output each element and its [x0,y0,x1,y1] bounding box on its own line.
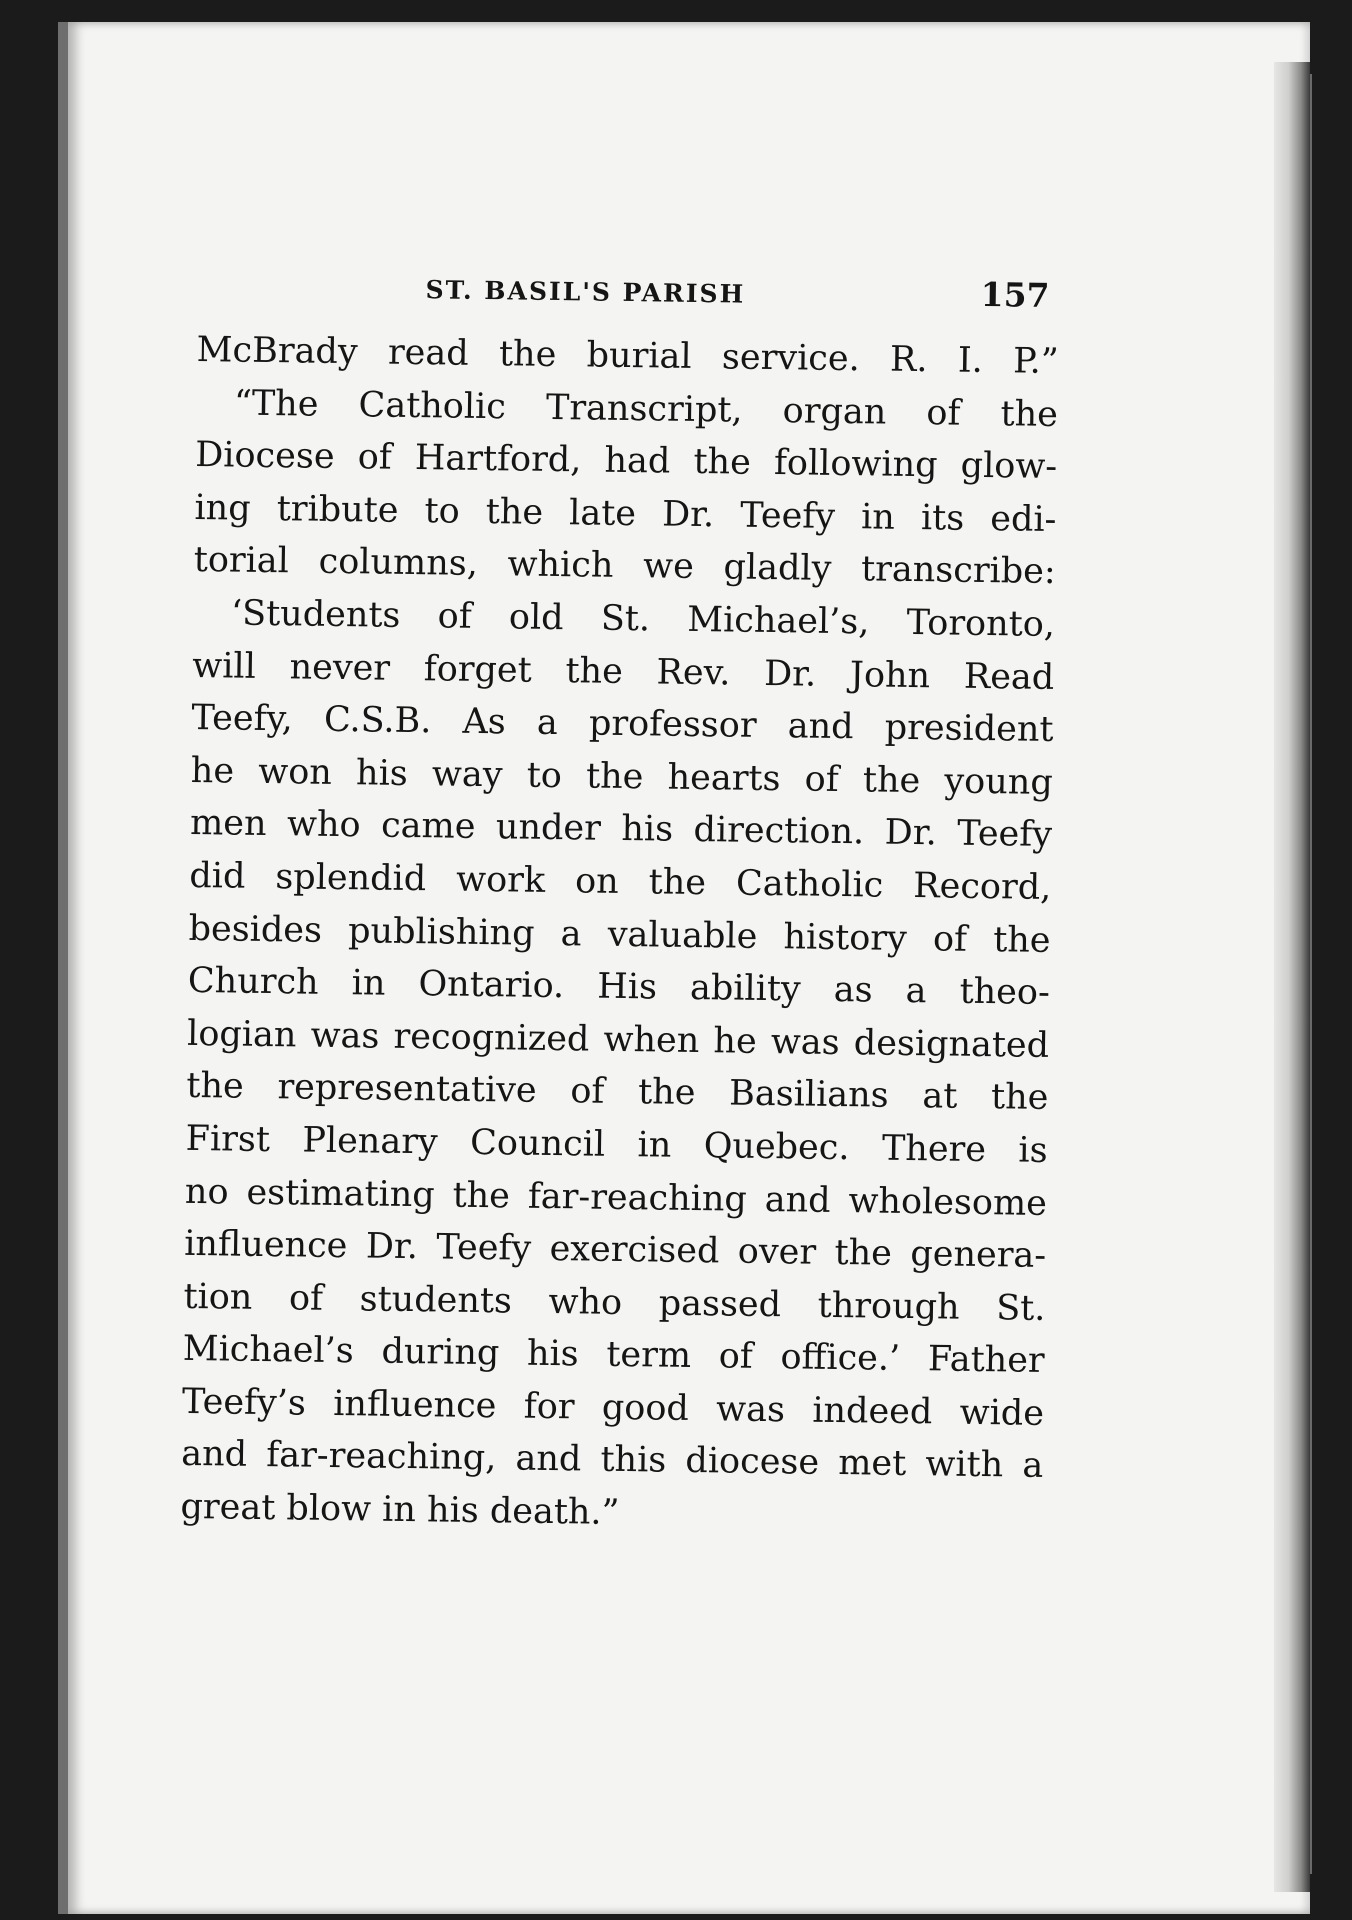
text-line: Teefy’s influence for good was indeed wide [181,1381,1045,1434]
text-line: First Plenary Council in Quebec. There is [185,1118,1048,1171]
text-line: Michael’s during his term of office.’ Father [182,1329,1045,1382]
text-line: Diocese of Hartford, had the following glow- [194,435,1058,488]
text-line: tion of students who passed through St. [183,1276,1046,1329]
text-line: Teefy, C.S.B. As a professor and president [191,698,1054,751]
text-line: the representative of the Basilians at the [186,1066,1049,1119]
page-stack-edge [1274,62,1310,1892]
book-page [58,22,1310,1914]
text-line: he won his way to the hearts of the young [190,750,1054,803]
text-line: will never forget the Rev. Dr. John Read [192,645,1055,698]
page-number: 157 [980,274,1050,315]
text-line: logian was recognized when he was designated [186,1013,1050,1066]
text-line: influence Dr. Teefy exercised over the genera- [183,1223,1047,1277]
text-line: did splendid work on the Catholic Record, [189,855,1052,908]
text-line: ‘Students of old St. Michael’s, Toronto, [230,593,1056,645]
running-head [197,258,1060,330]
text-line: great blow in his death.” [180,1486,620,1534]
text-line: ing tribute to the late Dr. Teefy in its edi- [194,487,1057,540]
text-line: torial columns, which we gladly transcribe: [193,540,1056,593]
text-line: besides publishing a valuable history of the [188,908,1051,961]
page-text-block [180,258,1060,1546]
text-line: men who came under his direction. Dr. Teefy [189,803,1053,856]
text-line: and far-reaching, and this diocese met with a [181,1434,1044,1487]
text-line: Church in Ontario. His ability as a theo- [187,961,1051,1014]
text-line: “The Catholic Transcript, organ of the [233,383,1059,435]
running-head-title: ST. BASIL'S PARISH [425,275,746,309]
text-line: McBrady read the burial service. R. I. P.” [196,329,1059,383]
text-line: no estimating the far-reaching and wholesome [184,1171,1048,1224]
body-text [180,324,1059,1546]
